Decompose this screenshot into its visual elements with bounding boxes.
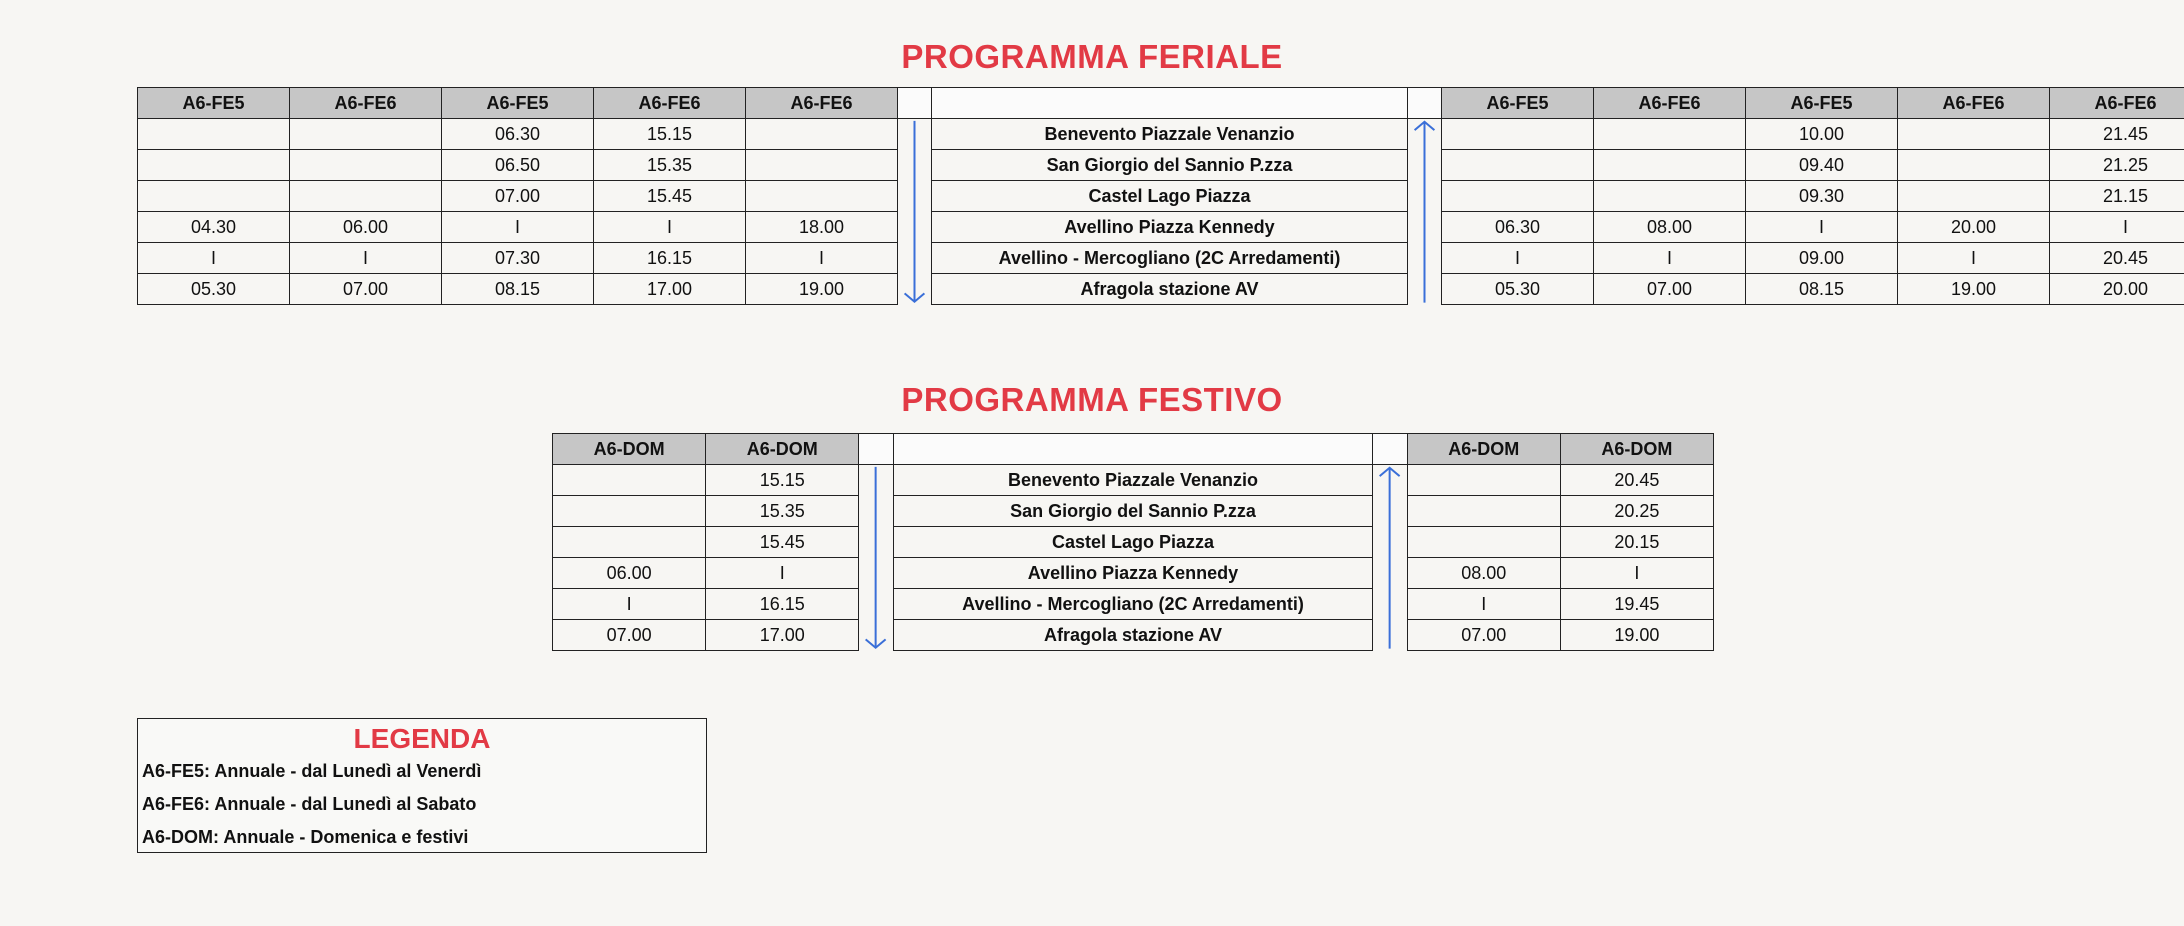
- header-blank: [932, 88, 1408, 119]
- header-cell: A6-FE6: [2050, 88, 2184, 119]
- time-cell: 15.45: [594, 181, 746, 212]
- time-cell: 18.00: [746, 212, 898, 243]
- time-cell: [1407, 465, 1560, 496]
- down-arrow-icon: [898, 119, 932, 305]
- table-row: [138, 212, 2184, 243]
- time-cell: [290, 119, 442, 150]
- header-cell: A6-DOM: [1560, 434, 1713, 465]
- stop-name: Afragola stazione AV: [893, 620, 1373, 651]
- stop-name: San Giorgio del Sannio P.zza: [932, 150, 1408, 181]
- time-cell: I: [1407, 589, 1560, 620]
- header-cell: A6-FE6: [746, 88, 898, 119]
- time-cell: [553, 496, 706, 527]
- table-row: [553, 465, 1714, 496]
- stop-name: Castel Lago Piazza: [932, 181, 1408, 212]
- time-cell: 19.00: [1898, 274, 2050, 305]
- header-blank: [859, 434, 893, 465]
- time-cell: 20.00: [1898, 212, 2050, 243]
- legend-item-fe6: A6-FE6: Annuale - dal Lunedì al Sabato: [142, 794, 477, 814]
- time-cell: 07.00: [442, 181, 594, 212]
- header-cell: A6-FE6: [594, 88, 746, 119]
- time-cell: 16.15: [706, 589, 859, 620]
- stop-name: Avellino - Mercogliano (2C Arredamenti): [893, 589, 1373, 620]
- time-cell: 06.30: [1442, 212, 1594, 243]
- time-cell: 07.30: [442, 243, 594, 274]
- time-cell: [553, 527, 706, 558]
- feriale-title: PROGRAMMA FERIALE: [901, 38, 1283, 75]
- stop-name: Avellino Piazza Kennedy: [893, 558, 1373, 589]
- table-row: [138, 274, 2184, 305]
- time-cell: 20.45: [1560, 465, 1713, 496]
- time-cell: 21.15: [2050, 181, 2184, 212]
- feriale-timetable: [137, 87, 2184, 305]
- time-cell: [138, 119, 290, 150]
- time-cell: 07.00: [1594, 274, 1746, 305]
- time-cell: 07.00: [290, 274, 442, 305]
- table-row: [553, 589, 1714, 620]
- table-row: [553, 620, 1714, 651]
- time-cell: I: [746, 243, 898, 274]
- time-cell: I: [1746, 212, 1898, 243]
- stop-name: Benevento Piazzale Venanzio: [932, 119, 1408, 150]
- table-row: [138, 150, 2184, 181]
- time-cell: I: [1898, 243, 2050, 274]
- time-cell: [1442, 181, 1594, 212]
- time-cell: [1594, 119, 1746, 150]
- time-cell: 08.15: [1746, 274, 1898, 305]
- time-cell: 19.00: [746, 274, 898, 305]
- time-cell: [746, 119, 898, 150]
- table-row: [553, 527, 1714, 558]
- time-cell: 06.50: [442, 150, 594, 181]
- header-cell: A6-FE5: [442, 88, 594, 119]
- festivo-timetable: [552, 433, 1714, 651]
- up-arrow-icon: [1373, 465, 1407, 651]
- time-cell: I: [1442, 243, 1594, 274]
- time-cell: I: [1594, 243, 1746, 274]
- time-cell: 20.15: [1560, 527, 1713, 558]
- time-cell: 17.00: [706, 620, 859, 651]
- time-cell: 06.00: [553, 558, 706, 589]
- time-cell: 15.45: [706, 527, 859, 558]
- time-cell: [290, 150, 442, 181]
- up-arrow-icon: [1408, 119, 1442, 305]
- time-cell: 09.40: [1746, 150, 1898, 181]
- header-blank: [1408, 88, 1442, 119]
- time-cell: 15.15: [594, 119, 746, 150]
- header-cell: A6-FE5: [1746, 88, 1898, 119]
- stop-name: Afragola stazione AV: [932, 274, 1408, 305]
- time-cell: 21.25: [2050, 150, 2184, 181]
- header-cell: A6-FE6: [1898, 88, 2050, 119]
- time-cell: [1407, 496, 1560, 527]
- time-cell: 08.00: [1594, 212, 1746, 243]
- time-cell: 07.00: [553, 620, 706, 651]
- legend-item-dom: A6-DOM: Annuale - Domenica e festivi: [142, 827, 469, 847]
- time-cell: 20.25: [1560, 496, 1713, 527]
- time-cell: 19.45: [1560, 589, 1713, 620]
- header-cell: A6-FE6: [1594, 88, 1746, 119]
- time-cell: [746, 181, 898, 212]
- time-cell: I: [2050, 212, 2184, 243]
- time-cell: 20.45: [2050, 243, 2184, 274]
- header-cell: A6-DOM: [1407, 434, 1560, 465]
- time-cell: I: [553, 589, 706, 620]
- time-cell: 15.15: [706, 465, 859, 496]
- header-cell: A6-FE6: [290, 88, 442, 119]
- stop-name: Castel Lago Piazza: [893, 527, 1373, 558]
- time-cell: [290, 181, 442, 212]
- table-row: [138, 181, 2184, 212]
- legend-item-fe5: A6-FE5: Annuale - dal Lunedì al Venerdì: [142, 761, 482, 781]
- header-cell: A6-DOM: [706, 434, 859, 465]
- time-cell: 08.15: [442, 274, 594, 305]
- time-cell: 15.35: [706, 496, 859, 527]
- time-cell: [138, 181, 290, 212]
- header-blank: [898, 88, 932, 119]
- stop-name: San Giorgio del Sannio P.zza: [893, 496, 1373, 527]
- time-cell: [1898, 119, 2050, 150]
- time-cell: 16.15: [594, 243, 746, 274]
- time-cell: I: [290, 243, 442, 274]
- time-cell: 08.00: [1407, 558, 1560, 589]
- time-cell: 20.00: [2050, 274, 2184, 305]
- time-cell: [1898, 181, 2050, 212]
- header-blank: [1373, 434, 1407, 465]
- time-cell: 05.30: [1442, 274, 1594, 305]
- time-cell: 19.00: [1560, 620, 1713, 651]
- time-cell: 09.00: [1746, 243, 1898, 274]
- legend-box: [137, 718, 707, 853]
- time-cell: I: [442, 212, 594, 243]
- time-cell: 21.45: [2050, 119, 2184, 150]
- table-row: [138, 119, 2184, 150]
- header-cell: A6-DOM: [553, 434, 706, 465]
- table-row: [138, 243, 2184, 274]
- time-cell: 04.30: [138, 212, 290, 243]
- time-cell: 17.00: [594, 274, 746, 305]
- down-arrow-icon: [859, 465, 893, 651]
- time-cell: 07.00: [1407, 620, 1560, 651]
- festivo-title: PROGRAMMA FESTIVO: [901, 381, 1283, 418]
- table-row: [553, 558, 1714, 589]
- time-cell: I: [594, 212, 746, 243]
- time-cell: [1594, 181, 1746, 212]
- time-cell: [1407, 527, 1560, 558]
- time-cell: [1442, 150, 1594, 181]
- header-cell: A6-FE5: [1442, 88, 1594, 119]
- header-blank: [893, 434, 1373, 465]
- time-cell: I: [706, 558, 859, 589]
- table-row: [553, 496, 1714, 527]
- stop-name: Avellino - Mercogliano (2C Arredamenti): [932, 243, 1408, 274]
- stop-name: Avellino Piazza Kennedy: [932, 212, 1408, 243]
- time-cell: [553, 465, 706, 496]
- time-cell: [1594, 150, 1746, 181]
- stop-name: Benevento Piazzale Venanzio: [893, 465, 1373, 496]
- time-cell: 09.30: [1746, 181, 1898, 212]
- time-cell: I: [1560, 558, 1713, 589]
- time-cell: 06.30: [442, 119, 594, 150]
- time-cell: I: [138, 243, 290, 274]
- time-cell: 05.30: [138, 274, 290, 305]
- time-cell: 06.00: [290, 212, 442, 243]
- time-cell: [1442, 119, 1594, 150]
- time-cell: [1898, 150, 2050, 181]
- time-cell: 10.00: [1746, 119, 1898, 150]
- header-cell: A6-FE5: [138, 88, 290, 119]
- legend-title: LEGENDA: [353, 723, 491, 754]
- time-cell: [746, 150, 898, 181]
- time-cell: 15.35: [594, 150, 746, 181]
- time-cell: [138, 150, 290, 181]
